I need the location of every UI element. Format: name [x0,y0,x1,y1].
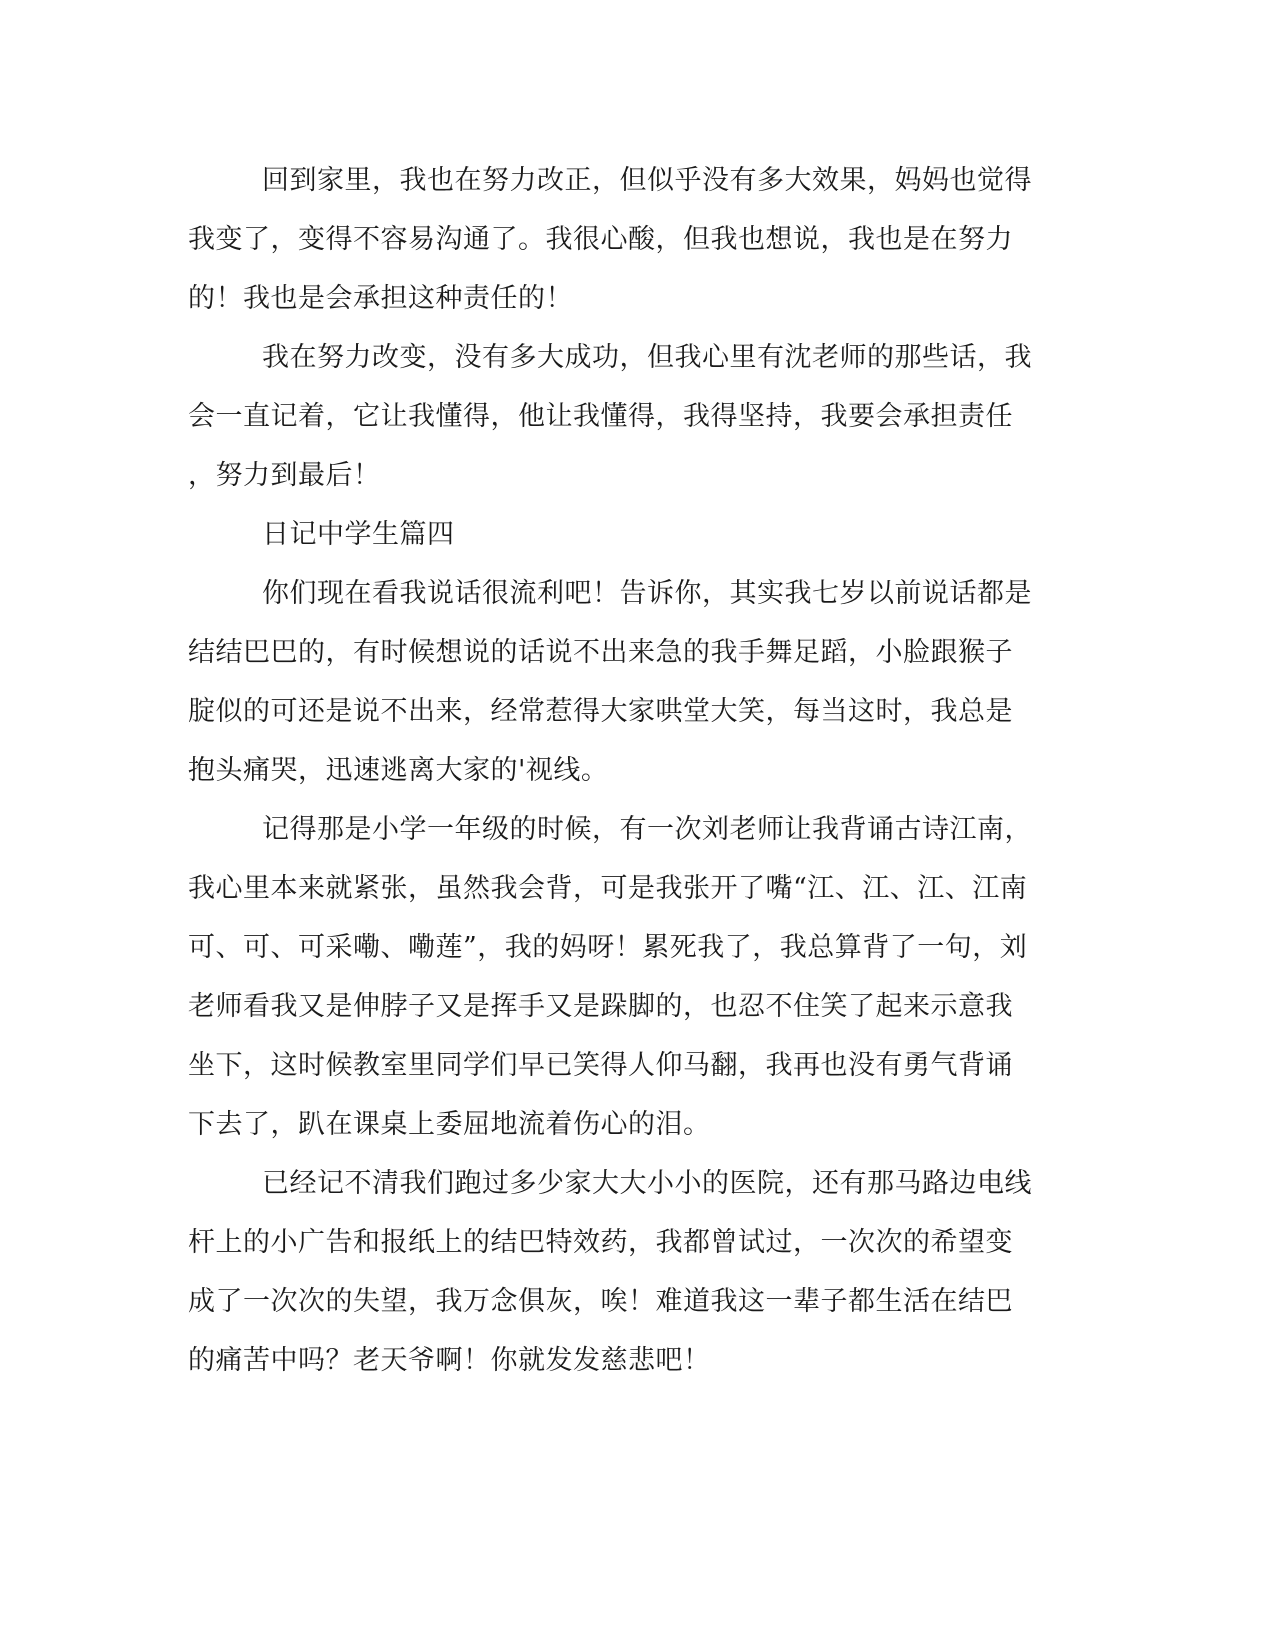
text-line: 杆上的小广告和报纸上的结巴特效药，我都曾试过，一次次的希望变 [188,1227,1013,1258]
text-line: 的！我也是会承担这种责任的！ [188,283,573,314]
section-heading: 日记中学生篇四 [262,519,455,550]
text-line: 会一直记着，它让我懂得，他让我懂得，我得坚持，我要会承担责任 [188,401,1013,432]
text-line: 我心里本来就紧张，虽然我会背，可是我张开了嘴“江、江、江、江南 [188,873,1028,904]
text-line: 的痛苦中吗？老天爷啊！你就发发慈悲吧！ [188,1345,711,1376]
text-line: 抱头痛哭，迅速逃离大家的'视线。 [188,755,609,786]
text-line: 你们现在看我说话很流利吧！告诉你，其实我七岁以前说话都是 [262,578,1032,609]
text-line: 我变了，变得不容易沟通了。我很心酸，但我也想说，我也是在努力 [188,224,1013,255]
text-line: 记得那是小学一年级的时候，有一次刘老师让我背诵古诗江南， [262,814,1032,845]
text-line: 我在努力改变，没有多大成功，但我心里有沈老师的那些话，我 [262,342,1032,373]
text-line: 已经记不清我们跑过多少家大大小小的医院，还有那马路边电线 [262,1168,1032,1199]
text-line: 回到家里，我也在努力改正，但似乎没有多大效果，妈妈也觉得 [262,165,1032,196]
text-line: 老师看我又是伸脖子又是挥手又是跺脚的，也忍不住笑了起来示意我 [188,991,1013,1022]
text-line: 结结巴巴的，有时候想说的话说不出来急的我手舞足蹈，小脸跟猴子 [188,637,1013,668]
text-line: ，努力到最后！ [188,460,381,491]
text-line: 成了一次次的失望，我万念俱灰，唉！难道我这一辈子都生活在结巴 [188,1286,1013,1317]
text-line: 可、可、可采嘞、嘞莲”，我的妈呀！累死我了，我总算背了一句，刘 [188,932,1028,963]
text-line: 坐下，这时候教室里同学们早已笑得人仰马翻，我再也没有勇气背诵 [188,1050,1013,1081]
text-line: 下去了，趴在课桌上委屈地流着伤心的泪。 [188,1109,711,1140]
text-line: 腚似的可还是说不出来，经常惹得大家哄堂大笑，每当这时，我总是 [188,696,1013,727]
